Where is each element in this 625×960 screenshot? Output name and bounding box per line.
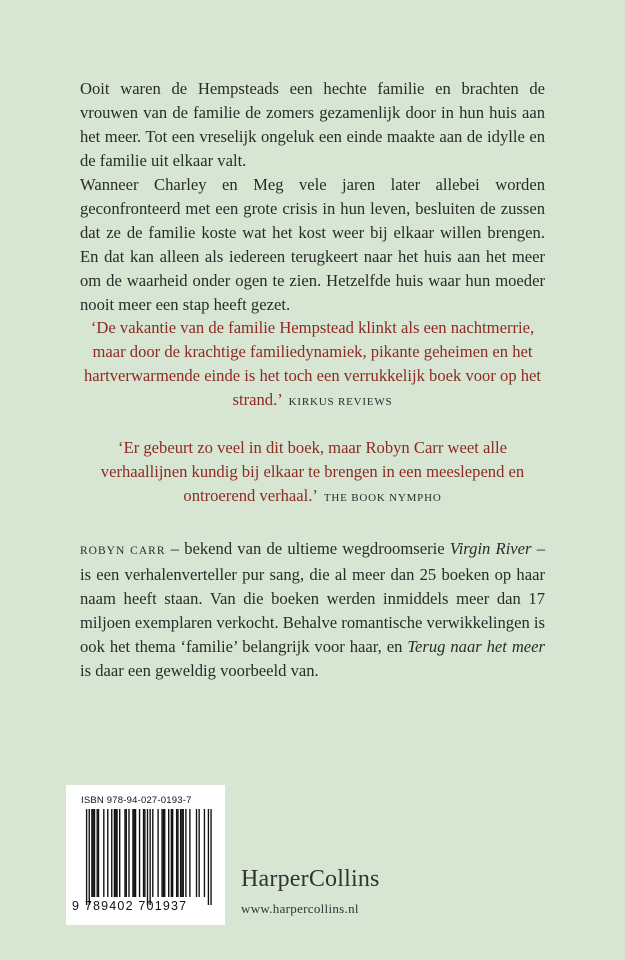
bio-text-part: is daar een geweldig voorbeeld van. [80, 661, 319, 680]
barcode-bar [164, 809, 165, 897]
barcode-bar [204, 809, 205, 897]
barcode-bar [103, 809, 104, 897]
barcode-bar [143, 809, 144, 897]
ean-digits: 9 789402 701937 [72, 899, 188, 913]
barcode-bar [89, 809, 90, 905]
barcode-bar [180, 809, 181, 897]
barcode-bar [135, 809, 136, 897]
barcode-bar [86, 809, 87, 905]
bio-text-part: – bekend van de ultieme wegdroomserie [165, 539, 450, 558]
barcode-bar [107, 809, 108, 897]
author-bio-text [80, 537, 545, 683]
barcode-bar [181, 809, 182, 897]
author-bio [80, 537, 545, 683]
review-quotes [80, 316, 545, 532]
barcode-bar [128, 809, 129, 897]
barcode-bar [196, 809, 197, 897]
barcode-bar [183, 809, 184, 897]
barcode-bar [198, 809, 199, 897]
barcode-bar [176, 809, 177, 897]
barcode-bar [210, 809, 211, 905]
quote-source: KIRKUS REVIEWS [288, 396, 393, 408]
barcode-bar [157, 809, 158, 897]
publisher-url: www.harpercollins.nl [241, 901, 359, 916]
barcode-bar [91, 809, 92, 897]
barcode-bar [116, 809, 117, 897]
barcode-graphic [74, 809, 217, 905]
barcode-bar [152, 809, 153, 897]
barcode-bar [94, 809, 95, 897]
synopsis-paragraph-1: Ooit waren de Hempsteads een hechte familie en brachten de vrouwen van de familie de zomers gezamenlijk door in hun huis aan het meer. Tot een vreselijk ongeluk een einde maakte aan de idylle en de familie uit elkaar valt. [80, 79, 545, 170]
barcode-bar [161, 809, 162, 897]
barcode-bar [208, 809, 209, 905]
barcode-bar [98, 809, 99, 897]
isbn-barcode-label [66, 785, 225, 925]
barcode-bar [139, 809, 140, 897]
barcode-bar [149, 809, 150, 905]
isbn-number: ISBN 978-94-027-0193-7 [81, 795, 192, 806]
barcode-bar [189, 809, 190, 897]
barcode-bar [172, 809, 173, 897]
barcode-bar [177, 809, 178, 897]
barcode-bar [97, 809, 98, 897]
review-quote [80, 436, 545, 510]
quote-source: THE BOOK NYMPHO [323, 492, 442, 504]
barcode-bar [126, 809, 127, 897]
barcode-bar [163, 809, 164, 897]
publisher-logo: HarperCollins [241, 866, 380, 892]
barcode-bar [114, 809, 115, 897]
barcode-bar [171, 809, 172, 897]
quote-text: ‘De vakantie van de familie Hempstead klinkt als een nachtmerrie, maar door de krachtige familiedynamiek, pikante geheimen en het hartverwarmende einde is het toch een verrukkelijk boek voor op het strand.’ [83, 318, 542, 409]
barcode-bar [144, 809, 145, 897]
book-title: Terug naar het meer [407, 637, 545, 656]
barcode-bar [93, 809, 94, 897]
author-name: ROBYN CARR [80, 545, 166, 557]
barcode-bar [119, 809, 120, 897]
barcode-bar [168, 809, 169, 897]
barcode-bar [134, 809, 135, 897]
barcode-bar [185, 809, 186, 897]
review-quote [80, 316, 545, 414]
series-title: Virgin River [449, 539, 532, 558]
synopsis [80, 77, 545, 317]
synopsis-paragraph-2: Wanneer Charley en Meg vele jaren later allebei worden geconfronteerd met een grote crisis in hun leven, besluiten de zussen dat ze de familie koste wat het kost weer bij elkaar willen brengen. En dat kan alleen als iedereen terugkeert naar het huis aan het meer om de waarheid onder ogen te zien. Hetzelfde huis waar hun moeder nooit meer een stap heeft gezet. [80, 175, 545, 314]
barcode-bar [111, 809, 112, 897]
barcode-bar [115, 809, 116, 897]
quote-text: ‘Er gebeurt zo veel in dit boek, maar Robyn Carr weet alle verhaallijnen kundig bij elkaar te brengen in een meeslepend en ontroerend verhaal.’ [100, 438, 525, 505]
barcode-bar [132, 809, 133, 897]
bio-text-part: – is een verhalenverteller pur sang, die al meer dan 25 boeken op haar naam heeft staan. Van die boeken werden inmiddels meer dan 17 miljoen exemplaren verkocht. Behalve romantische verwikkelingen is ook het thema ‘familie’ belangrijk voor haar, en [80, 539, 545, 656]
barcode-bar [124, 809, 125, 897]
barcode-bar [147, 809, 148, 905]
